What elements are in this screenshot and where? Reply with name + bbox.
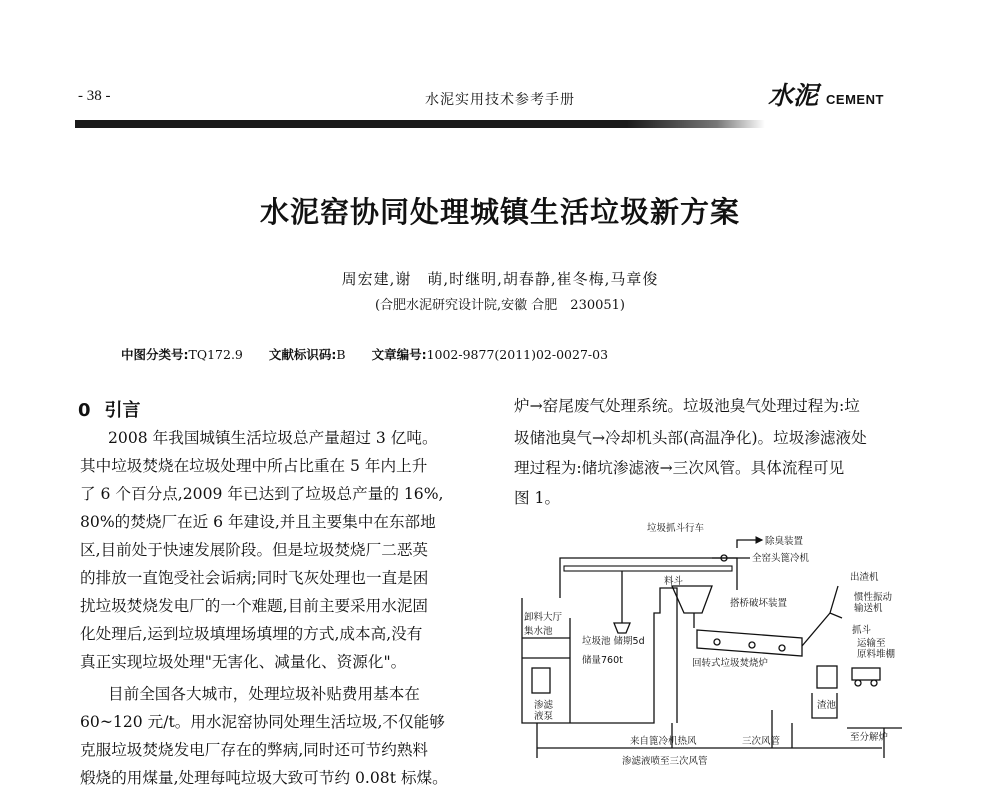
- body-line: 真正实现垃圾处理"无害化、减量化、资源化"。: [80, 653, 407, 671]
- article-title: 水泥窑协同处理城镇生活垃圾新方案: [259, 195, 740, 229]
- grab-bucket: [614, 623, 630, 633]
- label-cooler: 全窑头篦冷机: [752, 553, 810, 564]
- label-kiln: 回转式垃圾焚烧炉: [692, 658, 769, 669]
- label-dust: 除臭装置: [765, 536, 804, 547]
- figure-process-diagram: [512, 518, 912, 786]
- body-line: 克服垃圾焚烧发电厂存在的弊病,同时还可节约熟料: [80, 741, 429, 759]
- label-breaker: 搭桥破坏装置: [730, 598, 788, 609]
- label-pump-1: 渗滤: [534, 700, 554, 711]
- label-grab: 抓斗: [852, 625, 872, 636]
- body-line: 煅烧的用煤量,处理每吨垃圾大致可节约 0.08t 标煤。: [80, 769, 448, 787]
- section-number: 0: [78, 400, 91, 421]
- affiliation: (合肥水泥研究设计院,安徽 合肥 230051): [374, 298, 626, 313]
- label-hall: 卸料大厅: [524, 612, 563, 623]
- body-line: 圾储池臭气→冷却机头部(高温净化)。垃圾渗滤液处: [514, 429, 867, 447]
- label-transport-2: 原料堆棚: [857, 649, 896, 660]
- section-title: 引言: [104, 400, 141, 421]
- label-storage: 储量760t: [582, 655, 623, 666]
- body-line: 80%的焚烧厂在近 6 年建设,并且主要集中在东部地: [80, 513, 436, 531]
- doc-value: B: [336, 347, 346, 362]
- article-number-label: 文章编号:: [371, 347, 427, 362]
- body-line: 目前全国各大城市，处理垃圾补贴费用基本在: [108, 685, 420, 703]
- body-line: 化处理后,运到垃圾填埋场填埋的方式,成本高,没有: [80, 625, 423, 643]
- article-number-value: 1002-9877(2011)02-0027-03: [426, 347, 609, 362]
- label-crane: 垃圾抓斗行车: [647, 523, 705, 534]
- body-line: 扰垃圾焚烧发电厂的一个难题,目前主要采用水泥固: [80, 597, 429, 615]
- running-title: 水泥实用技术参考手册: [425, 92, 575, 108]
- header-rule: [75, 120, 765, 128]
- body-line: 了 6 个百分点,2009 年已达到了垃圾总产量的 16%,: [80, 485, 444, 503]
- label-conveyor-2: 输送机: [854, 603, 883, 614]
- body-line: 图 1。: [514, 489, 561, 507]
- meta-line: [121, 345, 608, 363]
- journal-logo-en: CEMENT: [826, 92, 884, 107]
- label-leachate: 渗滤液喷至三次风管: [622, 756, 708, 767]
- page-number: - 38 -: [78, 88, 111, 104]
- label-conveyor-1: 惯性振动: [854, 592, 893, 603]
- body-line: 其中垃圾焚烧在垃圾处理中所占比重在 5 年内上升: [80, 457, 428, 475]
- clc-value: TQ172.9: [188, 347, 243, 362]
- body-line: 炉→窑尾废气处理系统。垃圾池臭气处理过程为:垃: [514, 397, 860, 415]
- journal-logo-cn: 水泥: [768, 81, 819, 110]
- label-pit: 垃圾池 储期5d: [582, 636, 645, 647]
- label-slag-pool: 渣池: [817, 700, 837, 711]
- body-line: 60~120 元/t。用水泥窑协同处理生活垃圾,不仅能够: [80, 713, 445, 731]
- body-line: 理过程为:储坑渗滤液→三次风管。具体流程可见: [514, 459, 845, 477]
- label-pump-2: 液泵: [534, 711, 554, 722]
- label-slag-out: 出渣机: [850, 572, 879, 583]
- label-transport-1: 运输至: [857, 638, 886, 649]
- clc-label: 中图分类号:: [121, 347, 189, 362]
- label-hot-air: 来自篦冷机热风: [630, 736, 697, 747]
- body-line: 2008 年我国城镇生活垃圾总产量超过 3 亿吨。: [108, 429, 438, 447]
- label-tertiary: 三次风管: [742, 736, 781, 747]
- label-pool: 集水池: [524, 626, 553, 637]
- authors: 周宏建,谢 萌,时继明,胡春静,崔冬梅,马章俊: [341, 270, 659, 288]
- body-line: 的排放一直饱受社会诟病;同时飞灰处理也一直是困: [80, 569, 429, 587]
- doc-label: 文献标识码:: [268, 347, 337, 362]
- journal-logo: [768, 76, 884, 112]
- label-hopper: 料斗: [664, 576, 684, 587]
- label-to-calciner: 至分解炉: [850, 732, 889, 743]
- hopper: [672, 586, 712, 613]
- section-heading: [78, 396, 141, 422]
- body-line: 区,目前处于快速发展阶段。但是垃圾焚烧厂二恶英: [80, 541, 429, 559]
- crane-rail: [564, 566, 732, 571]
